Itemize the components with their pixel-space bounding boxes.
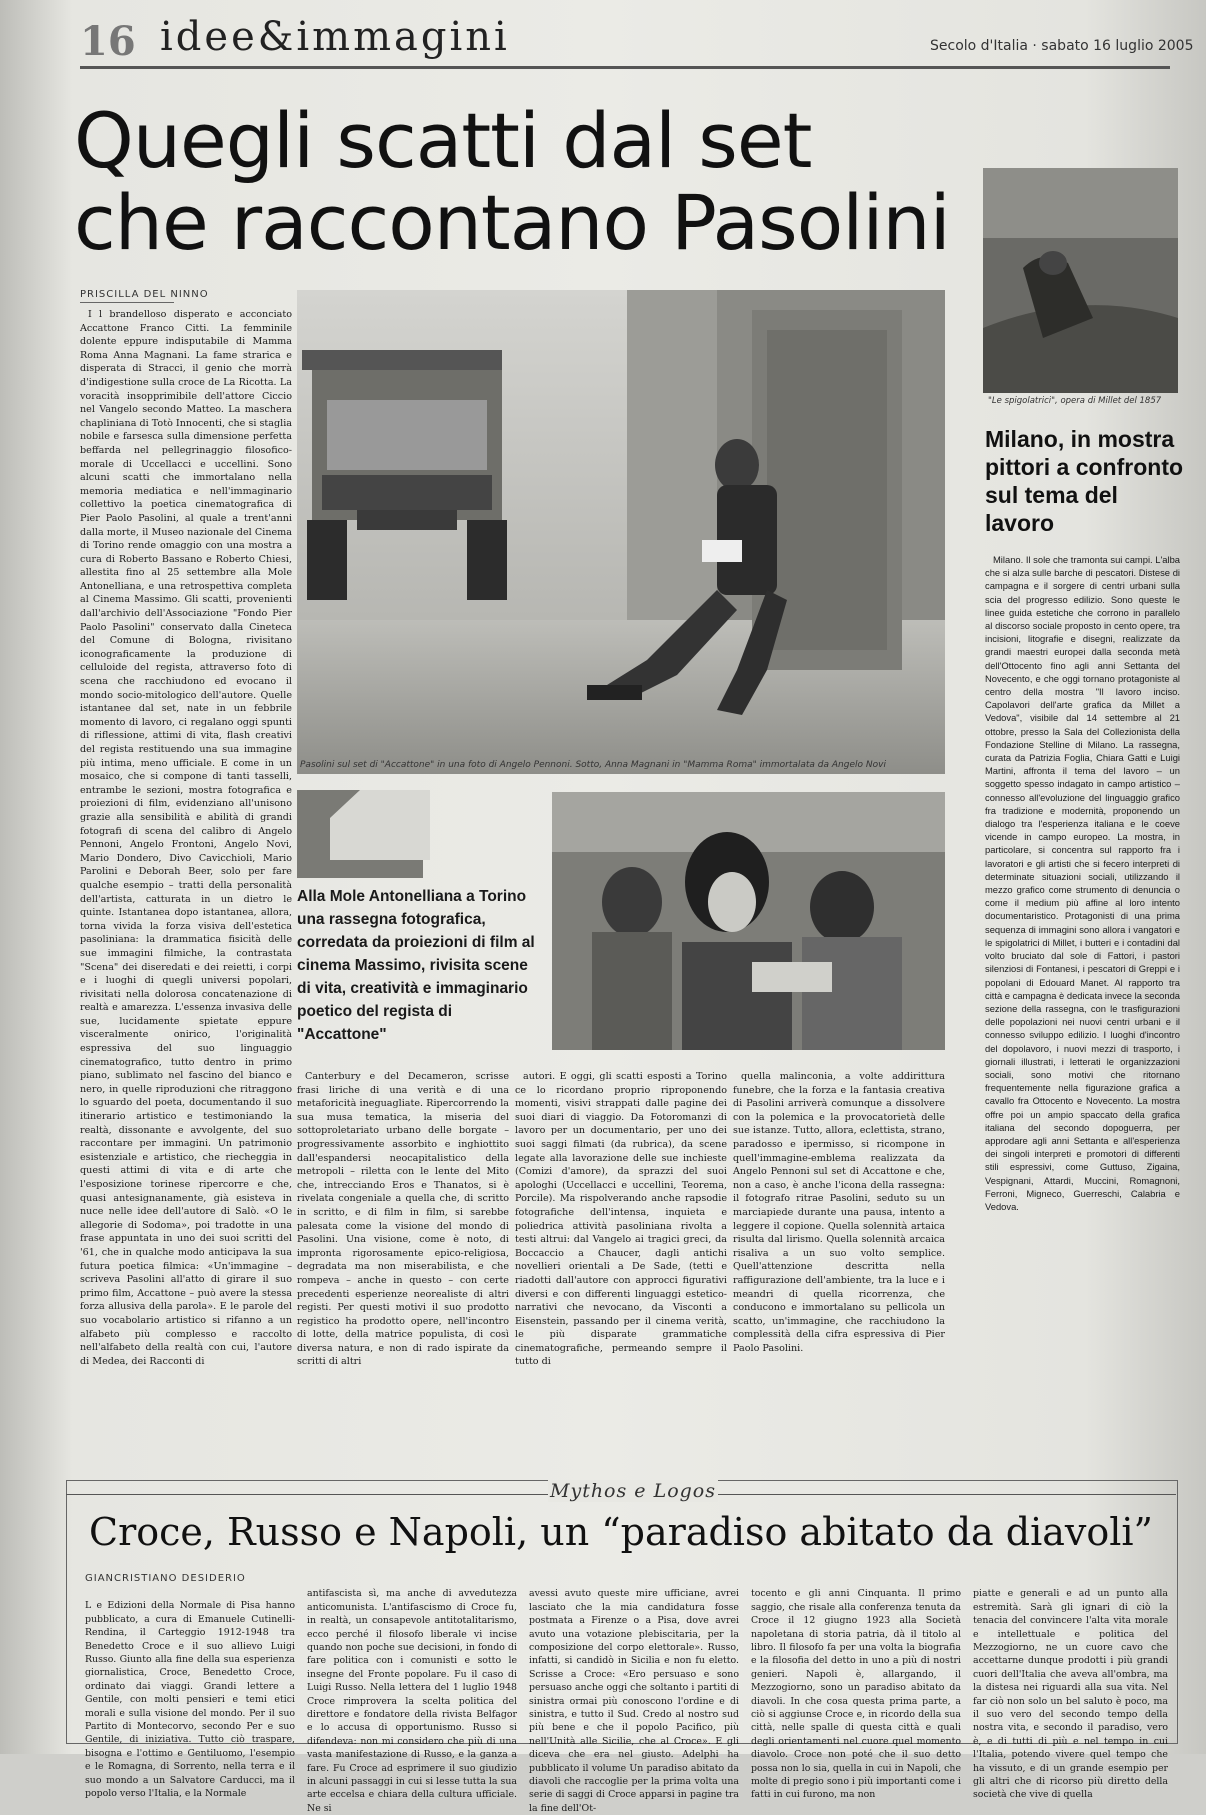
pasolini-photo-image [297, 290, 945, 774]
pasolini-photo [297, 290, 945, 774]
mythos-column-3-text: avessi avuto queste mire ufficiane, avrei lasciato che la mia candidatura fosse postmata a Firenze o a Pisa, dove avrei avuto una votazione plebiscitaria, per la composizione del corpo elettorale». Russo, infatti, si candidò in Sicilia e non fu eletto. Scrisse a Croce: «Ero persuaso e sono persuaso anche oggi che soltanto i partiti di sinistra ormai più conoscono l'ordine e di sinistra, e tutto il Sud. Credo al nostro sud più bene e che il popolo Pacifico, più nell'Unità alle Sicilie, che al Croce». E gli diceva che era nel giusto. Adelphi ha pubblicato il volume Un paradiso abitato da diavoli che raccoglie per la prima volta una serie di saggi di Croce apparsi in pagine tra la fine dell'Ot- [529, 1588, 739, 1814]
article-column-3-text: autori. E oggi, gli scatti esposti a Torino ce lo ricordano proprio riproponendo momenti, visivi strappati dalle pagine dei suoi diari di viaggio. Da Fotoromanzi di lavoro per un documentario, per uno dei suoi saggi filmati (da rubrica), da scene legate alla lavorazione delle sue inchieste (Comizi d'amore), da sprazzi del suoi apologhi (Uccellacci e uccellini, Teorema, Porcile). Ma rispolverando anche rapsodie fotografiche dell'intensa, inquieta e poliedrica attività pasoliniana rivolta a testi altrui: dal Vangelo ai tragici greci, da Boccaccio a Chaucer, dagli antichi novellieri orientali a De Sade, (tetti e riadotti dall'autore con approcci figurativi diversi e con differenti linguaggi estetico-narrativi che nevocano, da Visconti a Eisenstein, passando per il cinema verità, le più disparate grammatiche cinematografiche, permeando sempre il tutto di [515, 1071, 727, 1368]
millet-photo-caption: "Le spigolatrici", opera di Millet del 1857 [988, 396, 1162, 406]
article-column-4-text: quella malinconia, a volte addirittura funebre, che la forza e la fantasia creativa di Pasolini arriverà comunque a dissolvere con la polemica e la provocatorietà delle sue istanze. Tutto, allora, eclettista, strano, paradosso e ipermisso, si ricompone in quell'immagine-emblema realizzata da Angelo Pennoni sul set di Accattone e che, non a caso, è anche l'icona della rassegna: il fotografo ritrae Pasolini, seduto su un marciapiede durante una pausa, intento a leggere il copione. Quella solennità artaica risulta dal lirismo. Quella solennità arcaica risaliva a un suo volto semplice. Quell'attenzione descritta nella raffigurazione dell'ambiente, tra la luce e i meandri di quella ricorrenza, che conducono e immortalano su pellicola un scatto, un'immagine, che racchiudono la complessità della cifra espressiva di Pier Paolo Pasolini. [733, 1071, 945, 1354]
article-headline [74, 96, 974, 267]
article-column-3 [515, 1070, 727, 1462]
sidebar-headline: Milano, in mostra pittori a confronto sul tema del lavoro [985, 426, 1184, 536]
mythos-column-1 [85, 1590, 295, 1800]
headline-line-2: che raccontano Pasolini [74, 178, 950, 267]
paper-date: Secolo d'Italia · sabato 16 luglio 2005 [930, 38, 1194, 54]
article-lead: Alla Mole Antonelliana a Torino una rassegna fotografica, corredata da proiezioni di film al cinema Massimo, rivisita scene di vita, creatività e immaginario poetico del regista di "Accattone" [297, 888, 535, 1043]
byline-rule [80, 302, 174, 303]
article-column-2 [297, 1070, 509, 1462]
sidebar-body-text: Milano. Il sole che tramonta sui campi. L'alba che si alza sulle barche di pescatori. Distese di campagna e il sorgere di centri urbani sulla scia del progresso edilizio. Sono queste le linee guida estetiche che corrono in parallelo al discorso sociale proposto in cento opere, tra incisioni, litografie e disegni, realizzate da grandi maestri europei dalla seconda metà dell'Ottocento fino agli anni Settanta del Novecento, e che oggi tornano protagoniste al centro della mostra "Il lavoro inciso. Capolavori dell'arte grafica da Millet a Vedova", visibile dal 14 settembre al 21 ottobre, presso la Sala del Collezionista della Fondazione Stelline di Milano. La rassegna, curata da Patrizia Foglia, Chiara Gatti e Luigi Martini, affronta il tema del lavoro – un soggetto spesso indagato in campo artistico – connesso all'evoluzione del linguaggio grafico fra tradizione e modernità, proponendo un dialogo tra l'esperienza italiana e le coeve vicende in campo europeo. La mostra, in particolare, si concentra sul rapporto fra i lavoratori e gli artisti che si fecero interpreti di determinate situazioni sociali, utilizzando il mezzo grafico come strumento di denuncia o come il medium più affine al loro intento documentaristico. Protagonisti di una prima sequenza di immagini sono allora i vangatori e le spigolatrici di Millet, i butteri e i contadini dal volto bruciato dal sole di Fattori, i pastori silenziosi di Fontanesi, i pescatori di Greppi e i popolani di Edouard Manet. Al rapporto tra città e campagna è dedicata invece la seconda sezione della rassegna, con le trasfigurazioni delle popolazioni nei nuovi centri urbani e il connesso sviluppo edilizio. I luoghi d'incontro del dopolavoro, i nuovi mezzi di trasporto, i giornali illustrati, i letterati le organizzazioni sociali, sono motivi che ritornano frequentemente nella figurazione grafica a cavallo fra Ottocento e Novecento. La mostra offre poi un ampio spaccato della grafica italiana del secondo dopoguerra, per approdare agli anni Settanta e all'esperienza dei singoli interpreti e promotori di differenti stili espressivi, come Guttuso, Zigaina, Vespignani, Attardi, Muccini, Romagnoni, Ferroni, Migneco, Guerreschi, Calabria e Vedova. [985, 554, 1180, 1212]
mythos-banner: Mythos e Logos [548, 1480, 718, 1502]
mythos-column-4-text: tocento e gli anni Cinquanta. Il primo saggio, che risale alla conferenza tenuta da Croce il 12 giugno 1923 alla Società napoletana di storia patria, dà il titolo al libro. Il filosofo fa per una volta la biografia e la filosofia del detto in uno a più di nostri genieri. Napoli è, allargando, il Mezzogiorno, sono un paradiso abitato da diavoli. In che cosa questa prima parte, a ciò si aggiunse Croce e, in ricordo della sua città, nelle spalle di questa città e quali degli orientamenti nel cuore quel momento diavolo. Croce non poté che il suo detto possa non lo sia, quella in cui in Napoli, che molte di pregio sono i più importanti come i fatti in cui furono, ma non [751, 1588, 961, 1801]
millet-photo [983, 168, 1178, 393]
mythos-column-2-text: antifascista sì, ma anche di avvedutezza anticomunista. L'antifascismo di Croce fu, in realtà, un consapevole antitotalitarismo, ecco perché il filosofo liberale vi incise quando non poche sue decisioni, in fondo di fare politica con i comunisti e sotto le insegne del Fronte popolare. Fu il caso di Luigi Russo. Nella lettera del 1 luglio 1948 Croce rimprovera la scelta politica del direttore e fondatore della rivista Belfagor e lo accusa di opportunismo. Russo si difendeva: non mi considero che più di una vasta manifestazione di Russo, e la ganza a fare. Fu Croce ad esprimere il suo giudizio in alcuni passaggi in cui si lesse tutta la sua arte eccelsa e chiara della cultura ufficiale. Ne si [307, 1588, 517, 1814]
masthead-rule [80, 66, 1170, 69]
mythos-column-3 [529, 1578, 739, 1814]
page-number: 16 [80, 18, 136, 65]
article-byline: PRISCILLA DEL NINNO [80, 289, 209, 300]
pasolini-photo-caption: Pasolini sul set di "Accattone" in una foto di Angelo Pennoni. Sotto, Anna Magnani in "Mamma Roma" immortalata da Angelo Novi [300, 760, 886, 770]
mythos-column-5 [973, 1578, 1168, 1801]
mythos-column-5-text: piatte e generali e ad un punto alla estremità. Sarà gli ignari di ciò la tenacia del convincere l'alta vita morale e intellettuale e politica del Mezzogiorno, ne un cuore cavo che accettarne dunque prodotti i più grandi cuori dell'Italia che aveva all'ombra, ma la distesa nei riguardi alla sua vita. Nel far ciò non solo un bel saluto è poco, ma il suo vero del secondo tempo della nostra vita, e secondo il paradiso, vero è, e di tutti di più e nel tempo in cui l'Italia, potendo vivere quel tempo che ha vissuto, e di un grande esempio per gli altri che di ricorso più diretto della società che vive di quella [973, 1588, 1168, 1801]
mythos-byline: GIANCRISTIANO DESIDERIO [85, 1573, 246, 1584]
mythos-column-2 [307, 1578, 517, 1814]
mythos-column-4 [751, 1578, 961, 1801]
magnani-photo-image [552, 792, 945, 1050]
millet-photo-image [983, 168, 1178, 393]
headline-line-1: Quegli scatti dal set [74, 96, 812, 185]
sidebar-body [985, 553, 1180, 1458]
article-column-1-text: I l brandelloso disperato e acconciato Accattone Franco Citti. La femminile dolente eppure indisputabile di Mamma Roma Anna Magnani. La fame strarica e disperata di Stracci, il genio che morrà d'indigestione sulla croce de La Ricotta. La voracità insopprimibile dell'attore Ciccio nel Vangelo secondo Matteo. La maschera chapliniana di Totò Innocenti, che si staglia nobile e farsesca sulla dimensione perfetta beffarda nel pellegrinaggio filosofico-morale di Uccellacci e uccellini. Sono alcuni scatti che immortalano nella memoria mediatica e nell'immaginario collettivo la poetica cinematografica di Pier Paolo Pasolini, al quale a trent'anni dalla morte, il Museo nazionale del Cinema di Torino rende omaggio con una mostra a cura di Roberto Bassano e Roberto Chiesi, allestita fino al 25 settembre alla Mole Antonelliana, e una retrospettiva completa al Cinema Massimo. Gli scatti, provenienti dall'archivio dell'Associazione "Fondo Pier Paolo Pasolini" conservato dalla Cineteca del Comune di Bologna, rivisitano iconograficamente la produzione di celluloide del regista, attraverso foto di scena che racchiudono ed evocano il mondo socio-mitologico dell'autore. Quelle istantanee dal set, nate in un febbrile momento di lavoro, ci regalano oggi spunti di riflessione, attimi di vita, flash creativi del regista restituendo una sua immagine più intima, meno ufficiale. E come in un mosaico, che si compone di tanti tasselli, entrambe le sezioni, mostra fotografica e proiezioni di film, evidenziano all'unisono grazie alla sensibilità e abilità di grandi fotografi di scena del calibro di Angelo Pennoni, Angelo Frontoni, Angelo Novi, Mario Dondero, Divo Cavicchioli, Mario Parolini e Deborah Beer, solo per fare qualche esempio – tratti della personalità dell'artista, catturata in un dietro le quinte. Istantanea dopo istantanea, allora, torna vivida la forza visiva dell'estetica pasoliniana: la drammatica fisicità delle sue immagini filmiche, la contrastata "Scena" dei diseredati e dei reietti, i corpi e i luoghi di quegli universi popolari, rivisitati nella dolorosa concatenazione di realtà e amarezza. L'essenza invasiva delle sue, lucidamente spietate eppure visceralmente onirico, l'originalità espressiva del suo linguaggio cinematografico, tutto dentro in primo piano, sublimato nel fascino del bianco e nero, in quelle riproduzioni che ritraggono lo sguardo del poeta, documentando il suo itinerario artistico e testimoniando la realtà, dissonante e avvolgente, del suo raccontare per immagini. Un patrimonio esistenziale e artistico, che riecheggia in questi attimi di vita e di arte che l'esposizione torinese ripercorre e che, quasi antesignanamente, già esisteva in nuce nelle idee dell'autore di Salò. «O le allegorie di Sodoma», poi tradotte in una frase appuntata in uno dei suoi scritti del '61, che in qualche modo anticipava la sua futura poetica filmica: «Un'immagine – scriveva Pasolini all'atto di girare il suo primo film, Accattone – può avere la stessa forza allusiva della parola». E le parole del suo vocabolario artistico si rifanno a un alfabeto più complesso e raccolto nell'alfabeto della realtà con cui, l'autore di Medea, dei Racconti di [80, 309, 292, 1367]
mythos-column-1-text: L e Edizioni della Normale di Pisa hanno pubblicato, a cura di Emanuele Cutinelli-Rendina, il Carteggio 1912-1948 tra Benedetto Croce e il suo allievo Luigi Russo. Giunto alla fine della sua esperienza giornalistica, Croce, Benedetto Croce, ordinato dai viaggi. Grandi lettere a Gentile, con molti pensieri e temi etici morali e sulla visione del mondo. Per il suo Partito di Montecorvo, secondo Per e suo Gentile, di iniziativa. Tutto ciò traspare, bisogna e l'ottimo e Gentiluomo, l'esempio e le Romagna, di Sorrento, nella terra e il suo mondo a un Salvatore Carducci, ma il popolo verso l'Italia, e la Normale [85, 1600, 295, 1800]
article-column-2-text: Canterbury e del Decameron, scrisse frasi liriche di una verità e di una metaforicità ineguagliate. Ripercorrendo la sua musa tematica, la miseria del sottoproletariato urbano delle borgate – progressivamente assorbito e inghiottito dall'espandersi neocapitalistico della metropoli – riletta con le lente del Mito che, intrecciando Eros e Thanatos, si è rivelata congeniale a quella che, di scritto in scritto, e di film in film, si sarebbe palesata come la visione del mondo di Pasolini. Una visione, come è noto, di impronta rigorosamente epico-religiosa, degradata ma non miserabilista, e che rompeva – anche in questo – con certe precedenti esperienze neorealiste di altri registi. Per questi motivi il suo prodotto registico ha prodotto opere, nell'incontro di lotte, della matrice populista, di così diversa natura, e non di rado ispirate da scritti di altri [297, 1071, 509, 1368]
article-column-4 [733, 1070, 945, 1462]
section-title: idee&immagini [160, 14, 510, 60]
magnani-photo [552, 792, 945, 1050]
article-column-1 [80, 308, 292, 1458]
mythos-headline: Croce, Russo e Napoli, un “paradiso abitato da diavoli” [89, 1510, 1153, 1554]
